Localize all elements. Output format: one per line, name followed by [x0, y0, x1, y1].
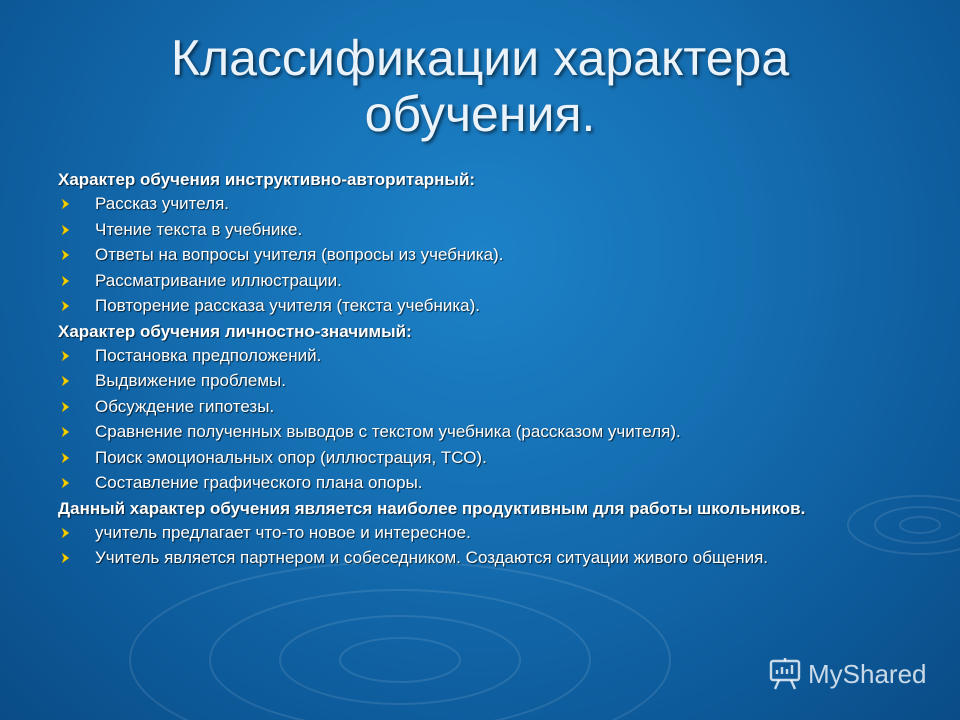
list-item — [58, 346, 908, 366]
list-item-text: Повторение рассказа учителя (текста учебника). — [95, 296, 480, 315]
list-item — [58, 271, 908, 291]
list-item-text: Чтение текста в учебнике. — [95, 219, 303, 239]
list-item-text: Сравнение полученных выводов с текстом учебника (рассказом учителя). — [95, 422, 681, 441]
slide-title — [0, 30, 960, 142]
list-item — [58, 523, 908, 543]
list-item — [58, 296, 908, 316]
arrow-bullet-icon — [61, 221, 71, 239]
list-item — [58, 473, 908, 493]
list-item-text: Учитель является партнером и собеседником. Создаются ситуации живого общения. — [95, 548, 769, 567]
list-item-text: Рассказ учителя. — [95, 194, 230, 213]
myshared-watermark[interactable] — [768, 656, 927, 692]
arrow-bullet-icon — [61, 347, 71, 365]
title-line-2: обучения. — [364, 86, 596, 142]
list-item-text: Постановка предположений. — [95, 345, 322, 365]
list-item — [58, 245, 908, 265]
arrow-bullet-icon — [61, 195, 71, 213]
list-item-text: Ответы на вопросы учителя (вопросы из учебника). — [95, 245, 504, 264]
arrow-bullet-icon — [61, 449, 71, 467]
title-line-1: Классификации характера — [170, 30, 790, 86]
list-item — [58, 371, 908, 391]
arrow-bullet-icon — [61, 272, 71, 290]
list-item-text: учитель предлагает что-то новое и интересное. — [95, 522, 471, 542]
list-item — [58, 422, 908, 442]
arrow-bullet-icon — [61, 474, 71, 492]
arrow-bullet-icon — [61, 524, 71, 542]
arrow-bullet-icon — [61, 398, 71, 416]
arrow-bullet-icon — [61, 423, 71, 441]
presentation-board-icon — [768, 657, 802, 691]
list-item-text: Поиск эмоциональных опор (иллюстрация, ТСО). — [95, 447, 487, 467]
arrow-bullet-icon — [61, 246, 71, 264]
list-item-text: Составление графического плана опоры. — [95, 473, 423, 492]
arrow-bullet-icon — [61, 297, 71, 315]
arrow-bullet-icon — [61, 549, 71, 567]
section-heading: Характер обучения личностно-значимый: — [58, 321, 412, 341]
section-heading: Характер обучения инструктивно-авторитарный: — [58, 170, 476, 189]
list-item — [58, 194, 908, 214]
list-item — [58, 220, 908, 240]
list-item — [58, 548, 908, 568]
list-item-text: Обсуждение гипотезы. — [95, 396, 275, 416]
list-item-text: Выдвижение проблемы. — [95, 371, 286, 390]
slide-content — [58, 170, 908, 574]
list-item — [58, 448, 908, 468]
section-heading: Данный характер обучения является наиболее продуктивным для работы школьников. — [58, 498, 806, 518]
watermark-text: MyShared — [808, 658, 927, 689]
list-item — [58, 397, 908, 417]
arrow-bullet-icon — [61, 372, 71, 390]
list-item-text: Рассматривание иллюстрации. — [95, 270, 342, 290]
